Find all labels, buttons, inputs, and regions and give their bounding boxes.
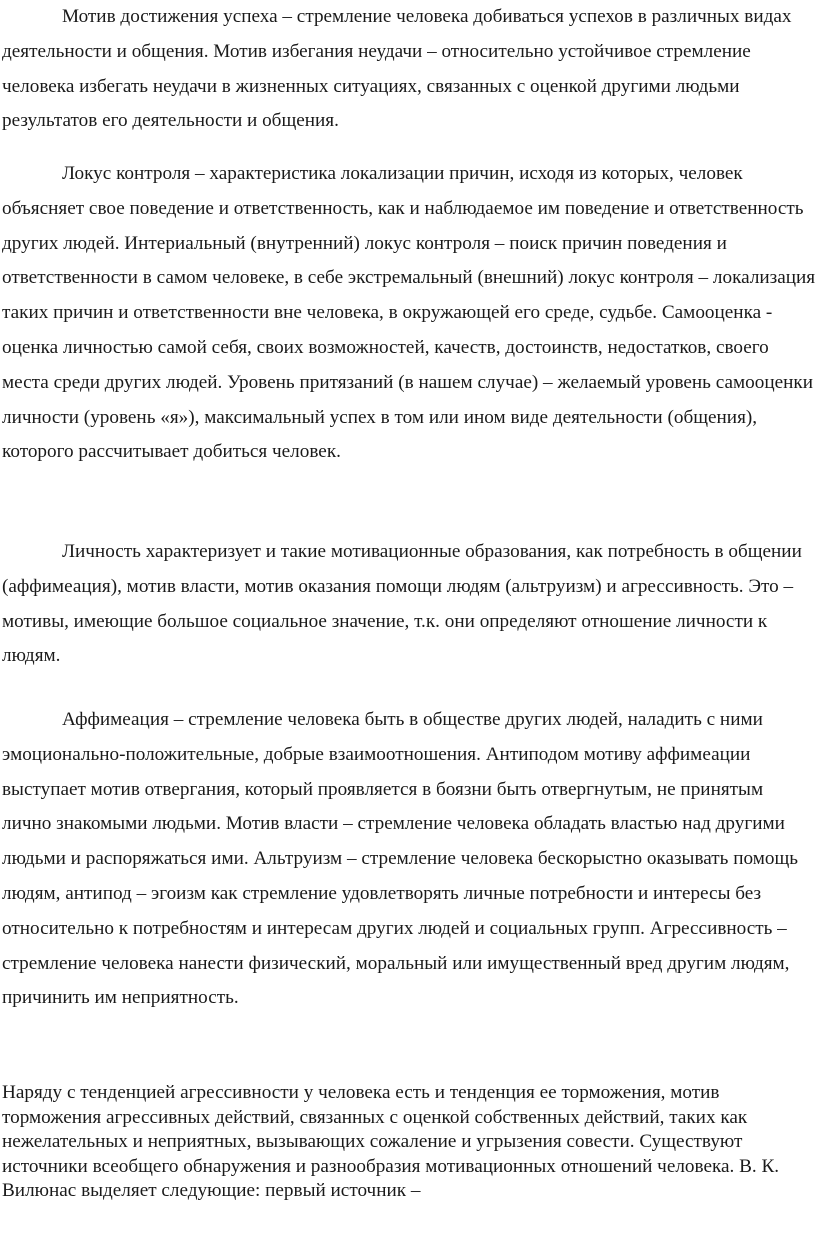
paragraph-motivational-formations: Личность характеризует и такие мотивационные образования, как потребность в общении (аффимеация), мотив власти, мотив оказания помощи людям (альтруизм) и агрессивность. Это – мотивы, имеющие большое социальное значение, т.к. они определяют отношение личности к людям. — [2, 541, 802, 667]
paragraph-locus-of-control: Локус контроля – характеристика локализации причин, исходя из которых, человек объясняет свое поведение и ответственность, как и наблюдаемое им поведение и ответственность других людей. Интериальный (внутренний) локус контроля – поиск причин поведения и ответственности в самом человеке, в себе экстремальный (внешний) локус контроля – локализация таких причин и ответственности вне человека, в окружающей его среде, судьбе. Самооценка - оценка личностью самой себя, своих возможностей, качеств, достоинств, недостатков, своего места среди других людей. Уровень притязаний (в нашем случае) – желаемый уровень самооценки личности (уровень «я»), максимальный успех в том или ином виде деятельности (общения), которого рассчитывает добиться человек. — [2, 163, 816, 463]
paragraph-affiliation: Аффимеация – стремление человека быть в обществе других людей, наладить с ними эмоционально-положительные, добрые взаимоотношения. Антиподом мотиву аффимеации выступает мотив отвергания, который проявляется в боязни быть отвергнутым, не принятым лично знакомыми людьми. Мотив власти – стремление человека обладать властью над другими людьми и распоряжаться ими. Альтруизм – стремление человека бескорыстно оказывать помощь людям, антипод – эгоизм как стремление удовлетворять личные потребности и интересы без относительно к потребностям и интересам других людей и социальных групп. Агрессивность – стремление человека нанести физический, моральный или имущественный вред другим людям, причинить им неприятность. — [2, 709, 798, 1009]
paragraph-aggression-inhibition: Наряду с тенденцией агрессивности у человека есть и тенденция ее торможения, мотив торможения агрессивных действий, связанных с оценкой собственных действий, таких как нежелательных и неприятных, вызывающих сожаление и угрызения совести. Существуют источники всеобщего обнаружения и разнообразия мотивационных отношений человека. В. К. Вилюнас выделяет следующие: первый источник – — [2, 1082, 780, 1202]
paragraph-achievement-motive: Мотив достижения успеха – стремление человека добиваться успехов в различных видах деятельности и общения. Мотив избегания неудачи – относительно устойчивое стремление человека избегать неудачи в жизненных ситуациях, связанных с оценкой другими людьми результатов его деятельности и общения. — [2, 6, 792, 132]
